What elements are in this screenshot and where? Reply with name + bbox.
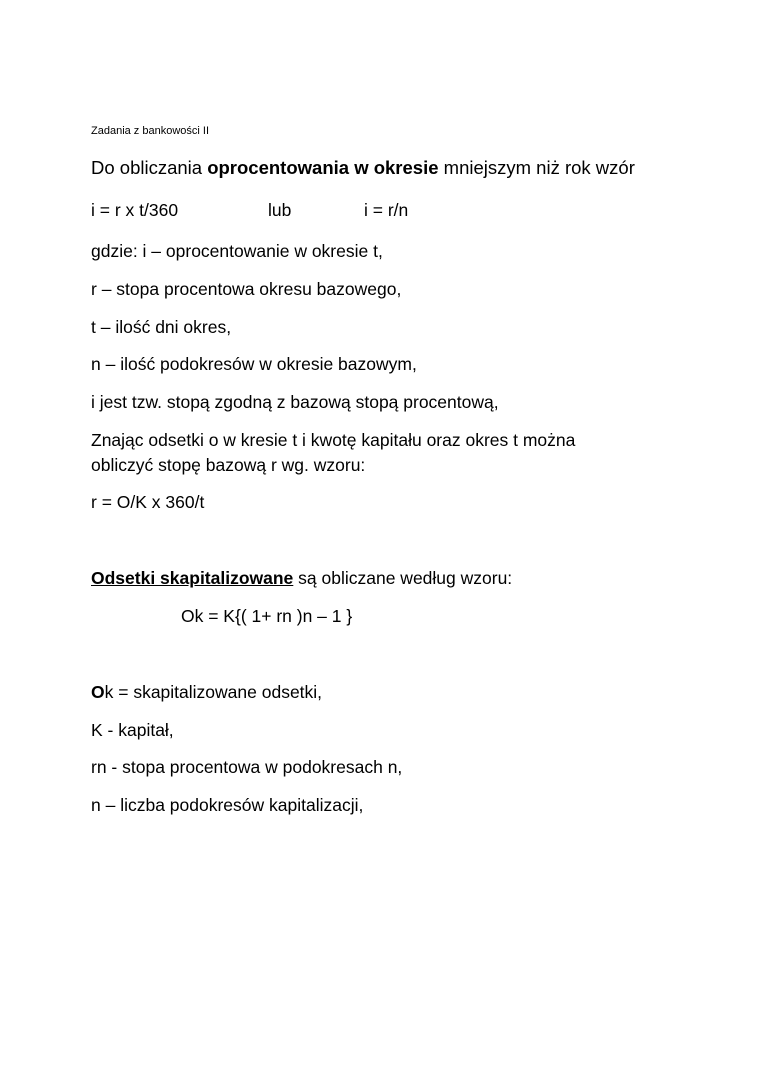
capitalized-paragraph — [91, 566, 512, 590]
base-rate-formula: r = O/K x 360/t — [91, 492, 205, 512]
intro-paragraph — [91, 156, 635, 180]
definition-n: n – ilość podokresów w okresie bazowym, — [91, 354, 417, 374]
capitalized-formula: Ok = K{( 1+ rn )n – 1 } — [181, 606, 353, 626]
definition-r: r – stopa procentowa okresu bazowego, — [91, 279, 402, 299]
legend-ok-rest: k = skapitalizowane odsetki, — [104, 682, 323, 702]
legend-n: n – liczba podokresów kapitalizacji, — [91, 795, 364, 815]
definition-t: t – ilość dni okres, — [91, 317, 232, 337]
capitalized-bold-term: Odsetki skapitalizowane — [91, 568, 294, 588]
known-interest-line1: Znając odsetki o w kresie t i kwotę kapitału oraz okres t można — [91, 430, 576, 450]
document-header: Zadania z bankowości II — [91, 125, 210, 137]
definition-note: i jest tzw. stopą zgodną z bazową stopą procentową, — [91, 392, 499, 412]
intro-bold-term: oprocentowania w okresie — [207, 157, 439, 178]
formula-interest-periods: i = r/n — [364, 200, 409, 220]
formula-interest-days: i = r x t/360 — [91, 200, 179, 220]
intro-prefix: Do obliczania — [91, 157, 208, 178]
formula-line — [91, 198, 491, 222]
definition-i: gdzie: i – oprocentowanie w okresie t, — [91, 241, 383, 261]
legend-k: K - kapitał, — [91, 720, 174, 740]
legend-ok-bold: O — [91, 682, 105, 702]
formula-or: lub — [268, 200, 292, 220]
known-interest-line2: obliczyć stopę bazową r wg. wzoru: — [91, 455, 366, 475]
legend-ok — [91, 680, 322, 704]
intro-suffix: mniejszym niż rok wzór — [438, 157, 635, 178]
legend-rn: rn - stopa procentowa w podokresach n, — [91, 757, 403, 777]
capitalized-suffix: są obliczane według wzoru: — [293, 568, 513, 588]
